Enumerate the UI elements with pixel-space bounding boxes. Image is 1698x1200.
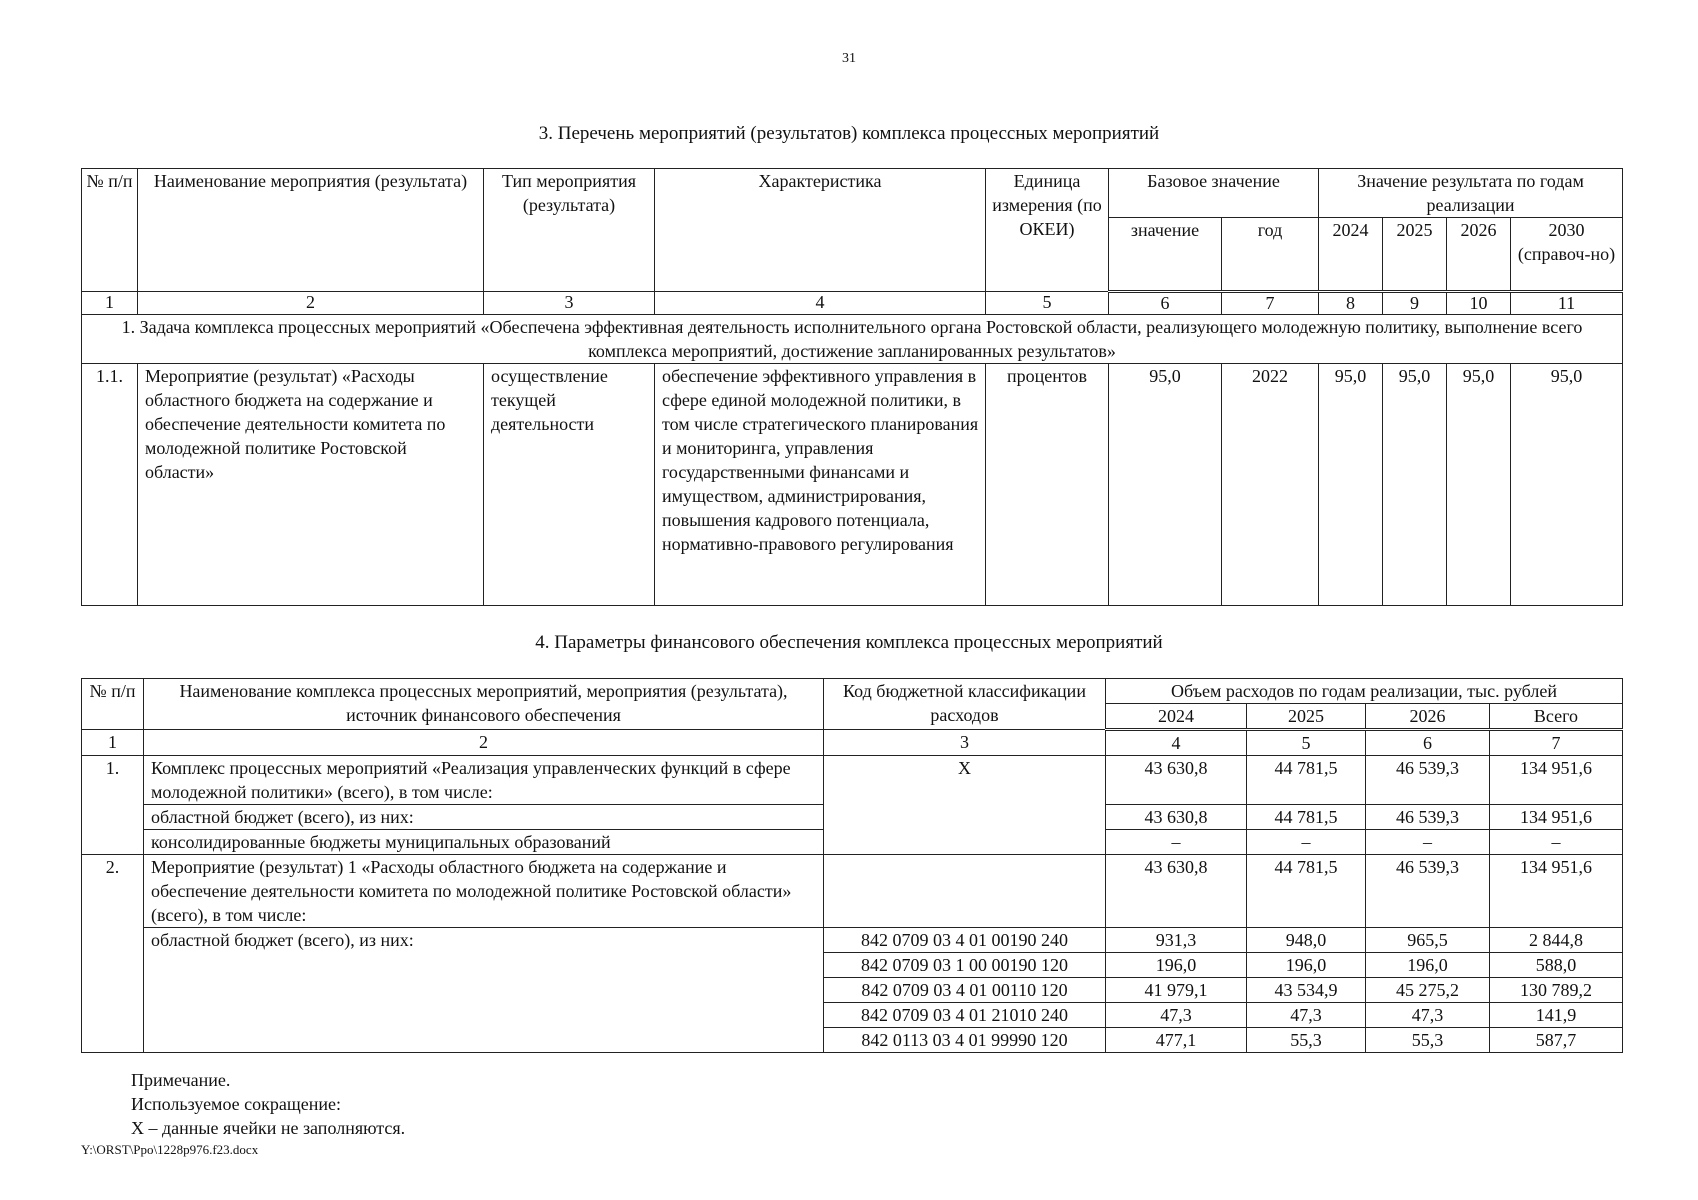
col-number: 8 — [1319, 292, 1383, 315]
row-2025: 948,0 — [1247, 928, 1366, 953]
row-total: 141,9 — [1490, 1003, 1623, 1028]
header-base: Базовое значение — [1109, 169, 1319, 218]
header-2030: 2030 (справоч-но) — [1511, 218, 1623, 292]
row-2026: 95,0 — [1447, 364, 1511, 606]
row-code: 842 0113 03 4 01 99990 120 — [824, 1028, 1106, 1053]
row-base-value: 95,0 — [1109, 364, 1222, 606]
header-type: Тип мероприятия (результата) — [484, 169, 655, 292]
row-2024: 43 630,8 — [1106, 805, 1247, 830]
row-total: – — [1490, 830, 1623, 855]
header-code: Код бюджетной классификации расходов — [824, 679, 1106, 730]
row-2026: 46 539,3 — [1366, 756, 1490, 805]
row-2024: 196,0 — [1106, 953, 1247, 978]
row-2026: 46 539,3 — [1366, 805, 1490, 830]
col-number: 5 — [1247, 730, 1366, 756]
task-row: 1. Задача комплекса процессных мероприятий «Обеспечена эффективная деятельность исполнительного органа Ростовской области, реализующего молодежную политику, выполнение всего комплекса мероприятий, достижение запланированных результатов» — [82, 315, 1623, 364]
header-2024: 2024 — [1319, 218, 1383, 292]
row-name: Мероприятие (результат) «Расходы областного бюджета на содержание и обеспечение деятельности комитета по молодежной политике Ростовской области» — [138, 364, 484, 606]
row-name: Мероприятие (результат) 1 «Расходы областного бюджета на содержание и обеспечение деятельности комитета по молодежной политике Ростовской области» (всего), в том числе: — [144, 855, 824, 928]
row-2025: 95,0 — [1383, 364, 1447, 606]
row-total: 134 951,6 — [1490, 805, 1623, 830]
row-base-year: 2022 — [1222, 364, 1319, 606]
section3-title: 3. Перечень мероприятий (результатов) комплекса процессных мероприятий — [538, 123, 1160, 144]
row-2025: 196,0 — [1247, 953, 1366, 978]
row-2024: 477,1 — [1106, 1028, 1247, 1053]
col-number: 4 — [1106, 730, 1247, 756]
row-2025: 43 534,9 — [1247, 978, 1366, 1003]
row-2025: 44 781,5 — [1247, 805, 1366, 830]
row-name: областной бюджет (всего), из них: — [144, 805, 824, 830]
header-result: Значение результата по годам реализации — [1319, 169, 1623, 218]
note-title: Примечание. — [131, 1070, 231, 1090]
note-x: X – данные ячейки не заполняются. — [131, 1118, 406, 1138]
row-code: 842 0709 03 4 01 21010 240 — [824, 1003, 1106, 1028]
col-number: 3 — [824, 730, 1106, 756]
section4-title: 4. Параметры финансового обеспечения комплекса процессных мероприятий — [535, 632, 1163, 653]
row-2026: 965,5 — [1366, 928, 1490, 953]
row-num: 1. — [82, 756, 144, 855]
row-2026: – — [1366, 830, 1490, 855]
row-2024: 43 630,8 — [1106, 855, 1247, 928]
row-num: 1.1. — [82, 364, 138, 606]
row-code: 842 0709 03 4 01 00110 120 — [824, 978, 1106, 1003]
row-2024: 41 979,1 — [1106, 978, 1247, 1003]
row-2025: 55,3 — [1247, 1028, 1366, 1053]
row-total: 134 951,6 — [1490, 756, 1623, 805]
row-2025: 44 781,5 — [1247, 855, 1366, 928]
table-row — [82, 756, 1623, 805]
table-row — [82, 928, 1623, 953]
row-name: Комплекс процессных мероприятий «Реализация управленческих функций в сфере молодежной политики» (всего), в том числе: — [144, 756, 824, 805]
row-code: 842 0709 03 4 01 00190 240 — [824, 928, 1106, 953]
col-number: 2 — [144, 730, 824, 756]
col-number: 9 — [1383, 292, 1447, 315]
row-characteristic: обеспечение эффективного управления в сфере единой молодежной политики, в том числе стратегического планирования и мониторинга, управления государственными финансами и имуществом, администрирования, повышения кадрового потенциала, нормативно-правового регулирования — [655, 364, 986, 606]
row-name: областной бюджет (всего), из них: — [144, 928, 824, 1053]
header-2025: 2025 — [1247, 704, 1366, 730]
note-abbrev: Используемое сокращение: — [131, 1094, 341, 1114]
header-unit: Единица измерения (по ОКЕИ) — [986, 169, 1109, 292]
row-2026: 45 275,2 — [1366, 978, 1490, 1003]
row-num: 2. — [82, 855, 144, 1053]
row-2026: 196,0 — [1366, 953, 1490, 978]
page-number: 31 — [842, 51, 856, 66]
header-name: Наименование комплекса процессных мероприятий, мероприятия (результата), источник финансового обеспечения — [144, 679, 824, 730]
table-row — [82, 855, 1623, 928]
col-number: 3 — [484, 292, 655, 315]
row-2024: – — [1106, 830, 1247, 855]
row-2026: 47,3 — [1366, 1003, 1490, 1028]
notes — [131, 1068, 405, 1140]
header-base-value: значение — [1109, 218, 1222, 292]
header-num: № п/п — [82, 169, 138, 292]
row-type: осуществление текущей деятельности — [484, 364, 655, 606]
row-name: консолидированные бюджеты муниципальных образований — [144, 830, 824, 855]
col-number: 10 — [1447, 292, 1511, 315]
col-number: 6 — [1366, 730, 1490, 756]
header-base-year: год — [1222, 218, 1319, 292]
row-total: 130 789,2 — [1490, 978, 1623, 1003]
col-number: 6 — [1109, 292, 1222, 315]
col-number: 7 — [1490, 730, 1623, 756]
table-row — [82, 364, 1623, 606]
row-2024: 43 630,8 — [1106, 756, 1247, 805]
row-total: 2 844,8 — [1490, 928, 1623, 953]
file-path: Y:\ORST\Ppo\1228p976.f23.docx — [81, 1142, 259, 1157]
header-volume: Объем расходов по годам реализации, тыс. рублей — [1106, 679, 1623, 704]
col-number: 11 — [1511, 292, 1623, 315]
row-2024: 931,3 — [1106, 928, 1247, 953]
finance-table — [81, 678, 1623, 1053]
row-2025: 44 781,5 — [1247, 756, 1366, 805]
row-2026: 55,3 — [1366, 1028, 1490, 1053]
header-num: № п/п — [82, 679, 144, 730]
row-2025: 47,3 — [1247, 1003, 1366, 1028]
header-2024: 2024 — [1106, 704, 1247, 730]
row-code: X — [824, 756, 1106, 855]
row-total: 587,7 — [1490, 1028, 1623, 1053]
col-number: 1 — [82, 730, 144, 756]
row-code — [824, 855, 1106, 928]
col-number: 2 — [138, 292, 484, 315]
header-total: Всего — [1490, 704, 1623, 730]
col-number: 1 — [82, 292, 138, 315]
header-2025: 2025 — [1383, 218, 1447, 292]
row-total: 588,0 — [1490, 953, 1623, 978]
row-2026: 46 539,3 — [1366, 855, 1490, 928]
header-2026: 2026 — [1447, 218, 1511, 292]
row-code: 842 0709 03 1 00 00190 120 — [824, 953, 1106, 978]
row-unit: процентов — [986, 364, 1109, 606]
row-2025: – — [1247, 830, 1366, 855]
header-name: Наименование мероприятия (результата) — [138, 169, 484, 292]
row-total: 134 951,6 — [1490, 855, 1623, 928]
row-2024: 95,0 — [1319, 364, 1383, 606]
header-2026: 2026 — [1366, 704, 1490, 730]
col-number: 4 — [655, 292, 986, 315]
activities-table — [81, 168, 1623, 606]
col-number: 7 — [1222, 292, 1319, 315]
col-number: 5 — [986, 292, 1109, 315]
row-2030: 95,0 — [1511, 364, 1623, 606]
header-characteristic: Характеристика — [655, 169, 986, 292]
row-2024: 47,3 — [1106, 1003, 1247, 1028]
